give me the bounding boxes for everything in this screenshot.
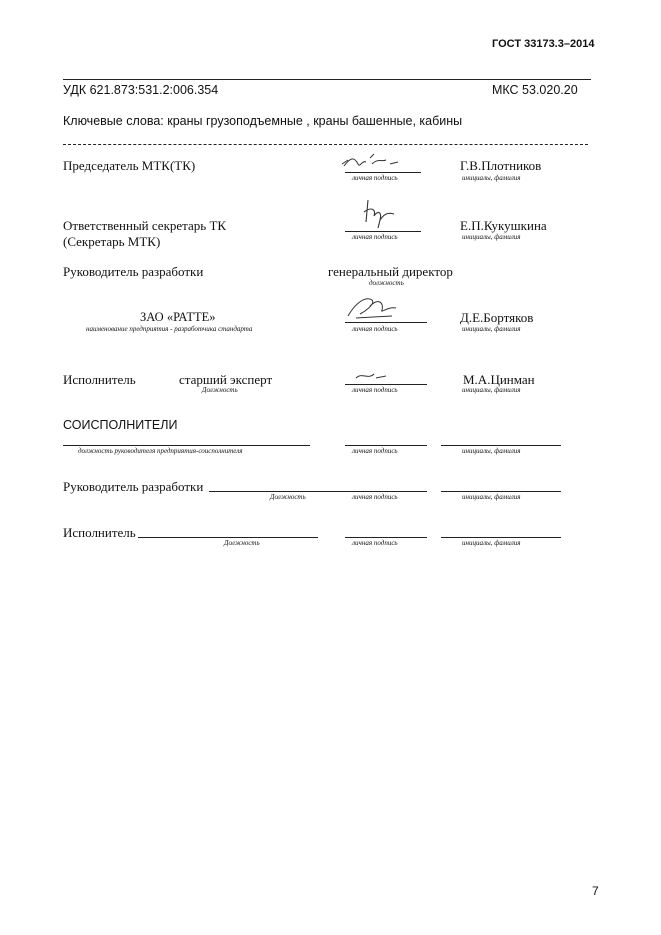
chairman-name-caption: инициалы, фамилия [462, 174, 521, 182]
head-dev-position: генеральный директор [328, 264, 453, 279]
co-row2-signature-line [345, 491, 427, 492]
secretary-signature-caption: личная подпись [352, 233, 398, 241]
co-row1-position-caption: должность руководителя предприятия-соисполнителя [78, 447, 243, 455]
co-row3-position-caption: Должность [224, 539, 260, 547]
co-row2-position-caption: Должность [270, 493, 306, 501]
co-row2-name-caption: инициалы, фамилия [462, 493, 521, 501]
chairman-signature [338, 150, 408, 174]
chairman-role: Председатель МТК(ТК) [63, 158, 196, 173]
head-dev-position-caption: должность [369, 279, 404, 287]
executor-name-caption: инициалы, фамилия [462, 386, 521, 394]
executor-position: старший эксперт [179, 372, 273, 387]
co-row2-signature-caption: личная подпись [352, 493, 398, 501]
keywords: Ключевые слова: краны грузоподъемные , краны башенные, кабины [63, 114, 463, 128]
keywords-rule [63, 144, 588, 145]
co-executors-title: СОИСПОЛНИТЕЛИ [63, 418, 178, 432]
co-row3-role: Исполнитель [63, 525, 136, 540]
secretary-name: Е.П.Кукушкина [460, 218, 547, 233]
co-row3-name-caption: инициалы, фамилия [462, 539, 521, 547]
mks-code: МКС 53.020.20 [492, 83, 578, 97]
secretary-role-sub: (Секретарь МТК) [63, 234, 161, 249]
co-row1-signature-line [345, 445, 427, 446]
executor-name: М.А.Цинман [463, 372, 535, 387]
secretary-name-caption: инициалы, фамилия [462, 233, 521, 241]
chairman-name: Г.В.Плотников [460, 158, 542, 173]
co-row1-signature-caption: личная подпись [352, 447, 398, 455]
executor-signature-line [345, 384, 427, 385]
chairman-signature-caption: личная подпись [352, 174, 398, 182]
co-row1-name-line [441, 445, 561, 446]
co-row3-name-line [441, 537, 561, 538]
co-row2-name-line [441, 491, 561, 492]
secretary-signature-line [345, 231, 421, 232]
developer-organization: ЗАО «РАТТЕ» [140, 310, 216, 324]
executor-role: Исполнитель [63, 372, 136, 387]
head-dev-signature-line [345, 322, 427, 323]
co-row3-signature-line [345, 537, 427, 538]
co-row1-name-caption: инициалы, фамилия [462, 447, 521, 455]
co-row1-position-line [63, 445, 310, 446]
executor-signature [352, 368, 392, 384]
head-dev-role: Руководитель разработки [63, 264, 204, 279]
standard-code: ГОСТ 33173.3–2014 [492, 38, 595, 50]
co-row3-position-line [138, 537, 318, 538]
head-dev-name: Д.Е.Бортяков [460, 310, 534, 325]
head-dev-signature-caption: личная подпись [352, 325, 398, 333]
udk-code: УДК 621.873:531.2:006.354 [63, 83, 219, 97]
secretary-signature [356, 196, 406, 230]
co-row3-signature-caption: личная подпись [352, 539, 398, 547]
secretary-role: Ответственный секретарь ТК [63, 218, 227, 233]
chairman-signature-line [345, 172, 421, 173]
executor-position-caption: Должность [202, 386, 238, 394]
co-row2-role: Руководитель разработки [63, 479, 204, 494]
page-number: 7 [592, 884, 599, 898]
head-dev-name-caption: инициалы, фамилия [462, 325, 521, 333]
developer-organization-caption: наименование предприятия - разработчика стандарта [86, 325, 253, 333]
head-dev-signature [342, 292, 406, 322]
executor-signature-caption: личная подпись [352, 386, 398, 394]
top-rule [63, 79, 591, 80]
